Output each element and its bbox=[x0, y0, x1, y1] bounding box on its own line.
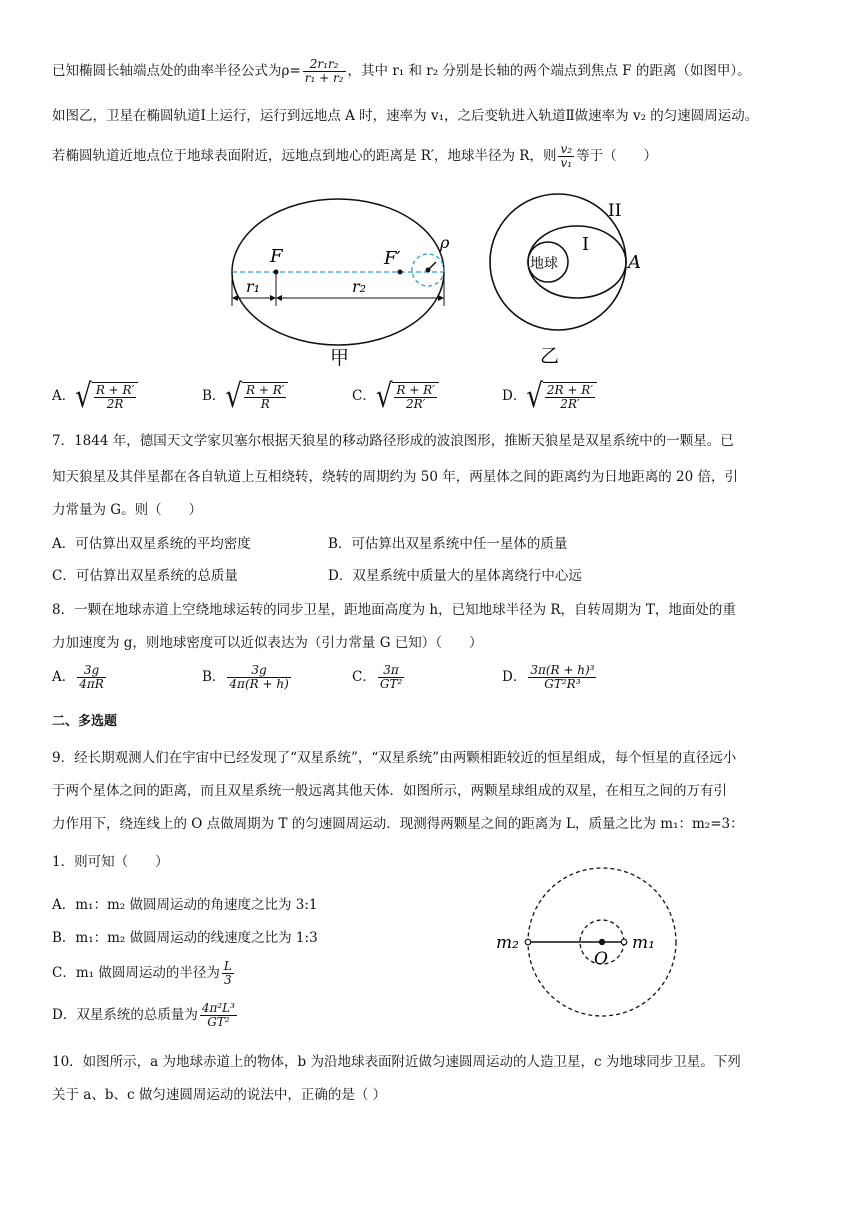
q8-option-d[interactable]: D． $\frac{\text{3π(R + h)³}}{\text{GT²R³}}$ bbox=[502, 663, 595, 692]
q9-line3: 力作用下，绕连线上的 O 点做周期为 T 的匀速圆周运动．现测得两颗星之间的距离为 L，质量之比为 m₁：m₂=3： bbox=[52, 816, 744, 832]
curvature-fraction: $\frac{\text{2r₁r₂}}{\text{r₁ + r₂}}$ bbox=[304, 57, 344, 86]
label-F: F bbox=[270, 246, 283, 267]
q6-option-b[interactable]: B．√ $\frac{R + R'}{R}$ bbox=[202, 382, 288, 411]
q9-option-c[interactable]: C．m₁ 做圆周运动的半径为 $\frac{L}{3}$ bbox=[52, 959, 232, 988]
star-m1 bbox=[621, 939, 627, 945]
q6-option-d[interactable]: D．√ $\frac{2R + R'}{2R'}$ bbox=[502, 382, 597, 411]
q9-option-a[interactable]: A．m₁：m₂ 做圆周运动的角速度之比为 3:1 bbox=[52, 897, 318, 913]
q7-line2: 知天狼星及其伴星都在各自轨道上互相绕转，绕转的周期约为 50 年，两星体之间的距离约为日地距离的 20 倍，引 bbox=[52, 469, 739, 485]
q9-line1: 9．经长期观测人们在宇宙中已经发现了“双星系统”，“双星系统”由两颗相距较近的恒星组成，每个恒星的直径远小 bbox=[52, 750, 737, 766]
figure-jia-ellipse bbox=[228, 192, 468, 372]
focus-F-prime-point bbox=[398, 270, 403, 275]
label-m2: m₂ bbox=[496, 933, 519, 953]
q8-line2: 力加速度为 g，则地球密度可以近似表达为（引力常量 G 已知）（ ） bbox=[52, 635, 483, 651]
q10-line1: 10．如图所示，a 为地球赤道上的物体，b 为沿地球表面附近做匀速圆周运动的人造卫星，c 为地球同步卫星。下列 bbox=[52, 1054, 741, 1070]
q8-option-a[interactable]: A． $\frac{3g}{4\pi R}$ bbox=[52, 663, 104, 692]
label-earth: 地球 bbox=[530, 256, 558, 272]
label-F-prime: F′ bbox=[384, 248, 401, 269]
label-O: O bbox=[594, 949, 608, 969]
figure-binary-star bbox=[490, 862, 720, 1022]
v-ratio-fraction: $\frac{\text{v₂}}{\text{v₁}}$ bbox=[560, 142, 573, 171]
q8-line1: 8．一颗在地球赤道上空绕地球运转的同步卫星，距地面高度为 h，已知地球半径为 R，自转周期为 T，地面处的重 bbox=[52, 602, 736, 618]
section-multiple-choice-heading: 二、多选题 bbox=[52, 714, 118, 729]
q6-option-a[interactable]: A．√ $\frac{R + R'}{2R}$ bbox=[52, 382, 138, 411]
q8-option-b[interactable]: B． $\frac{3g}{4\pi(R + h)}$ bbox=[202, 663, 289, 692]
q7-option-c[interactable]: C．可估算出双星系统的总质量 bbox=[52, 568, 238, 584]
q7-option-d[interactable]: D．双星系统中质量大的星体离绕行中心远 bbox=[328, 568, 582, 584]
q9-line2: 于两个星体之间的距离，而且双星系统一般远离其他天体．如图所示，两颗星球组成的双星，在相互之间的万有引 bbox=[52, 783, 727, 799]
q7-line1: 7．1844 年，德国天文学家贝塞尔根据天狼星的移动路径形成的波浪图形，推断天狼星是双星系统中的一颗星。已 bbox=[52, 433, 734, 449]
q6-line1-tail: ，其中 r₁ 和 r₂ 分别是长轴的两个端点到焦点 F 的距离（如图甲）。 bbox=[347, 63, 751, 80]
q7-option-b[interactable]: B．可估算出双星系统中任一星体的质量 bbox=[328, 536, 568, 552]
q6-line1 bbox=[52, 58, 751, 85]
q10-line2: 关于 a、b、c 做匀速圆周运动的说法中，正确的是（ ） bbox=[52, 1087, 387, 1103]
orbit-II-circle bbox=[490, 194, 626, 330]
star-m2 bbox=[525, 939, 531, 945]
label-orbit-II: II bbox=[608, 201, 622, 221]
q8-option-c[interactable]: C． $\frac{3\pi}{\text{GT²}}$ bbox=[352, 663, 403, 692]
q9-option-b[interactable]: B．m₁：m₂ 做圆周运动的线速度之比为 1:3 bbox=[52, 930, 318, 946]
q7-line3: 力常量为 G。则（ ） bbox=[52, 502, 203, 518]
label-r1: r₁ bbox=[246, 277, 261, 296]
q6-line2: 如图乙，卫星在椭圆轨道Ⅰ上运行，运行到远地点 A 时，速率为 v₁，之后变轨进入轨道Ⅱ做速率为 v₂ 的匀速圆周运动。 bbox=[52, 108, 759, 124]
center-O bbox=[599, 939, 605, 945]
radius-arrow bbox=[428, 262, 436, 270]
q6-line1-text: 已知椭圆长轴端点处的曲率半径公式为ρ= bbox=[52, 63, 301, 80]
q7-option-a[interactable]: A．可估算出双星系统的平均密度 bbox=[52, 536, 251, 552]
caption-yi: 乙 bbox=[540, 345, 560, 367]
label-rho: ρ bbox=[440, 233, 450, 252]
caption-jia: 甲 bbox=[330, 347, 350, 369]
q6-option-c[interactable]: C．√ $\frac{R + R'}{2R'}$ bbox=[352, 382, 439, 411]
q9-line4: 1．则可知（ ） bbox=[52, 854, 169, 870]
label-orbit-I: I bbox=[582, 234, 590, 255]
label-r2: r₂ bbox=[352, 277, 367, 296]
figure-yi-orbits bbox=[476, 188, 656, 372]
q6-line3: 若椭圆轨道近地点位于地球表面附近，远地点到地心的距离是 R′，地球半径为 R，则 $\frac{\text{v₂}}{\text{v₁}}$ 等于（ ） bbox=[52, 142, 658, 171]
q9-option-d[interactable]: D．双星系统的总质量为 $\frac{\text{4π²L³}}{\text{GT²}}$ bbox=[52, 1001, 235, 1030]
label-m1: m₁ bbox=[632, 933, 655, 953]
label-point-A: A bbox=[628, 252, 641, 273]
